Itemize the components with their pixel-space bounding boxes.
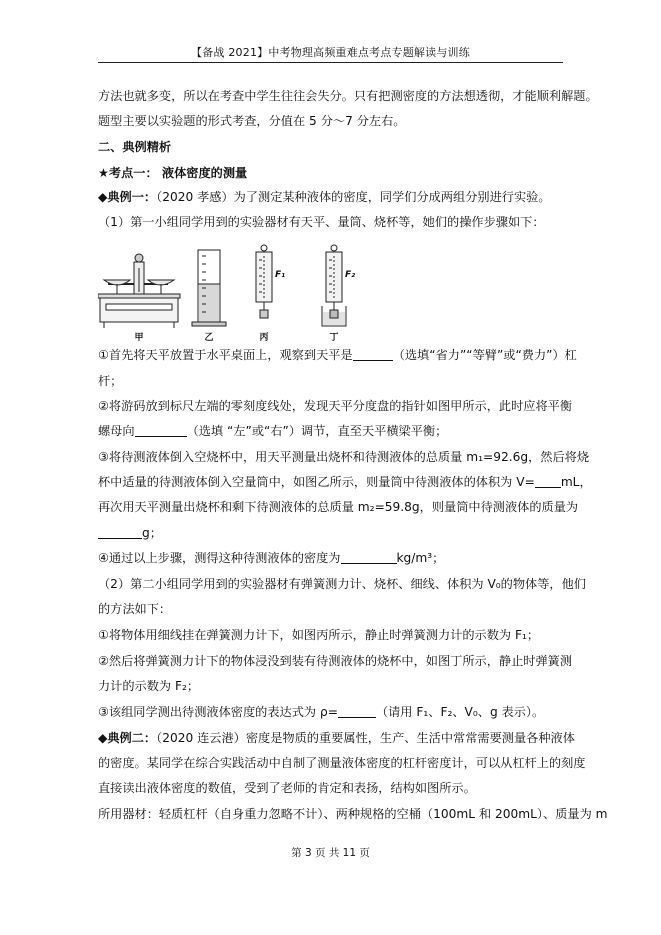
q1-line-1: ①首先将天平放置于水平桌面上，观察到天平是 （选填“省力”“等臂”或“费力”）杠	[98, 348, 577, 362]
p2-q1-line: ①将物体用细线挂在弹簧测力计下，如图丙所示，静止时弹簧测力计的示数为 F₁；	[98, 628, 540, 642]
force-label-f2: F₂	[344, 270, 356, 280]
example2-line-4: 所用器材：轻质杠杆（自身重力忽略不计）、两种规格的空桶（100mL 和 200mL）、质量为 m	[98, 807, 608, 821]
example1-label: ◆典例一：	[98, 190, 157, 204]
p2-q3-expression-blank[interactable]	[338, 705, 376, 718]
measuring-cylinder-figure	[192, 250, 226, 326]
q3-line-4: g；	[98, 525, 568, 541]
example2-intro	[98, 730, 575, 746]
q4-density-blank[interactable]	[341, 551, 397, 564]
page-header: 【备战 2021】中考物理高频重难点考点专题解读与训练	[191, 46, 470, 59]
q3-mass-blank[interactable]	[98, 526, 142, 539]
figure-label-yi: 乙	[204, 333, 214, 343]
topic-title: ★考点一： 液体密度的测量	[98, 166, 248, 180]
example2-label: ◆典例二：	[98, 731, 157, 745]
example1-intro	[98, 189, 568, 205]
part2-line-1: （2）第二小组同学用到的实验器材有弹簧测力计、烧杯、细线、体积为 V₀的物体等，他们	[98, 577, 586, 591]
balance-figure	[98, 254, 180, 328]
q1-line-2: 杆；	[98, 374, 123, 388]
spring-scale-1-figure	[256, 245, 272, 318]
q2-line-1: ②将游码放到标尺左端的零刻度线处，发现天平分度盘的指针如图甲所示，此时应将平衡	[98, 399, 573, 413]
experiment-figure	[98, 244, 378, 344]
header-rule	[98, 62, 563, 63]
p2-q2-line-1: ②然后将弹簧测力计下的物体浸没到装有待测液体的烧杯中，如图丁所示，静止时弹簧测	[98, 654, 573, 668]
intro-line-2: 题型主要以实验题的形式考查，分值在 5 分～7 分左右。	[98, 114, 406, 128]
spring-scale-2-figure	[322, 245, 346, 326]
figure-label-bing: 丙	[259, 333, 269, 343]
q2-answer-blank[interactable]	[135, 424, 187, 437]
p2-q3-line: ③该组同学测出待测液体密度的表达式为 ρ= （请用 F₁、F₂、V₀、g 表示）。	[98, 705, 545, 719]
part2-line-2: 的方法如下：	[98, 602, 172, 616]
force-label-f1: F₁	[274, 270, 286, 280]
q3-line-2: 杯中适量的待测液体倒入空量筒中，如图乙所示，则量筒中待测液体的体积为 V= mL，	[98, 475, 592, 489]
q1-answer-blank[interactable]	[353, 348, 393, 361]
page-footer: 第 3 页 共 11 页	[291, 847, 370, 859]
q4-line: ④通过以上步骤，测得这种待测液体的密度为 kg/m³；	[98, 551, 445, 565]
q3-line-3: 再次用天平测量出烧杯和剩下待测液体的总质量 m₂=59.8g，则量筒中待测液体的质量为	[98, 500, 579, 514]
example1-part1-intro: （1）第一小组同学用到的实验器材有天平、量筒、烧杯等，她们的操作步骤如下：	[98, 215, 545, 229]
p2-q2-line-2: 力计的示数为 F₂；	[98, 679, 200, 693]
figure-label-ding: 丁	[329, 333, 339, 343]
example1-text: （2020 孝感）为了测定某种液体的密度，同学们分成两组分别进行实验。	[156, 190, 551, 204]
section-heading: 二、典例精析	[98, 140, 172, 154]
q2-line-2: 螺母向 （选填 “左”或“右”）调节，直至天平横梁平衡；	[98, 424, 448, 438]
example2-line-2: 的密度。某同学在综合实践活动中自制了测量液体密度的杠杆密度计，可以从杠杆上的刻度	[98, 756, 586, 770]
example2-line-3: 直接读出液体密度的数值，受到了老师的肯定和表扬，结构如图所示。	[98, 781, 476, 795]
experiment-apparatus-drawing	[98, 244, 378, 344]
q3-volume-blank[interactable]	[535, 475, 561, 488]
figure-label-jia: 甲	[134, 333, 144, 343]
q3-line-1: ③将待测液体倒入空烧杯中，用天平测量出烧杯和待测液体的总质量 m₁=92.6g，然后将烧	[98, 450, 590, 464]
example2-text: （2020 连云港）密度是物质的重要属性，生产、生活中常常需要测量各种液体	[156, 731, 575, 745]
intro-line-1: 方法也就多变，所以在考查中学生往往会失分。只有把测密度的方法想透彻，才能顺利解题。	[98, 89, 598, 103]
